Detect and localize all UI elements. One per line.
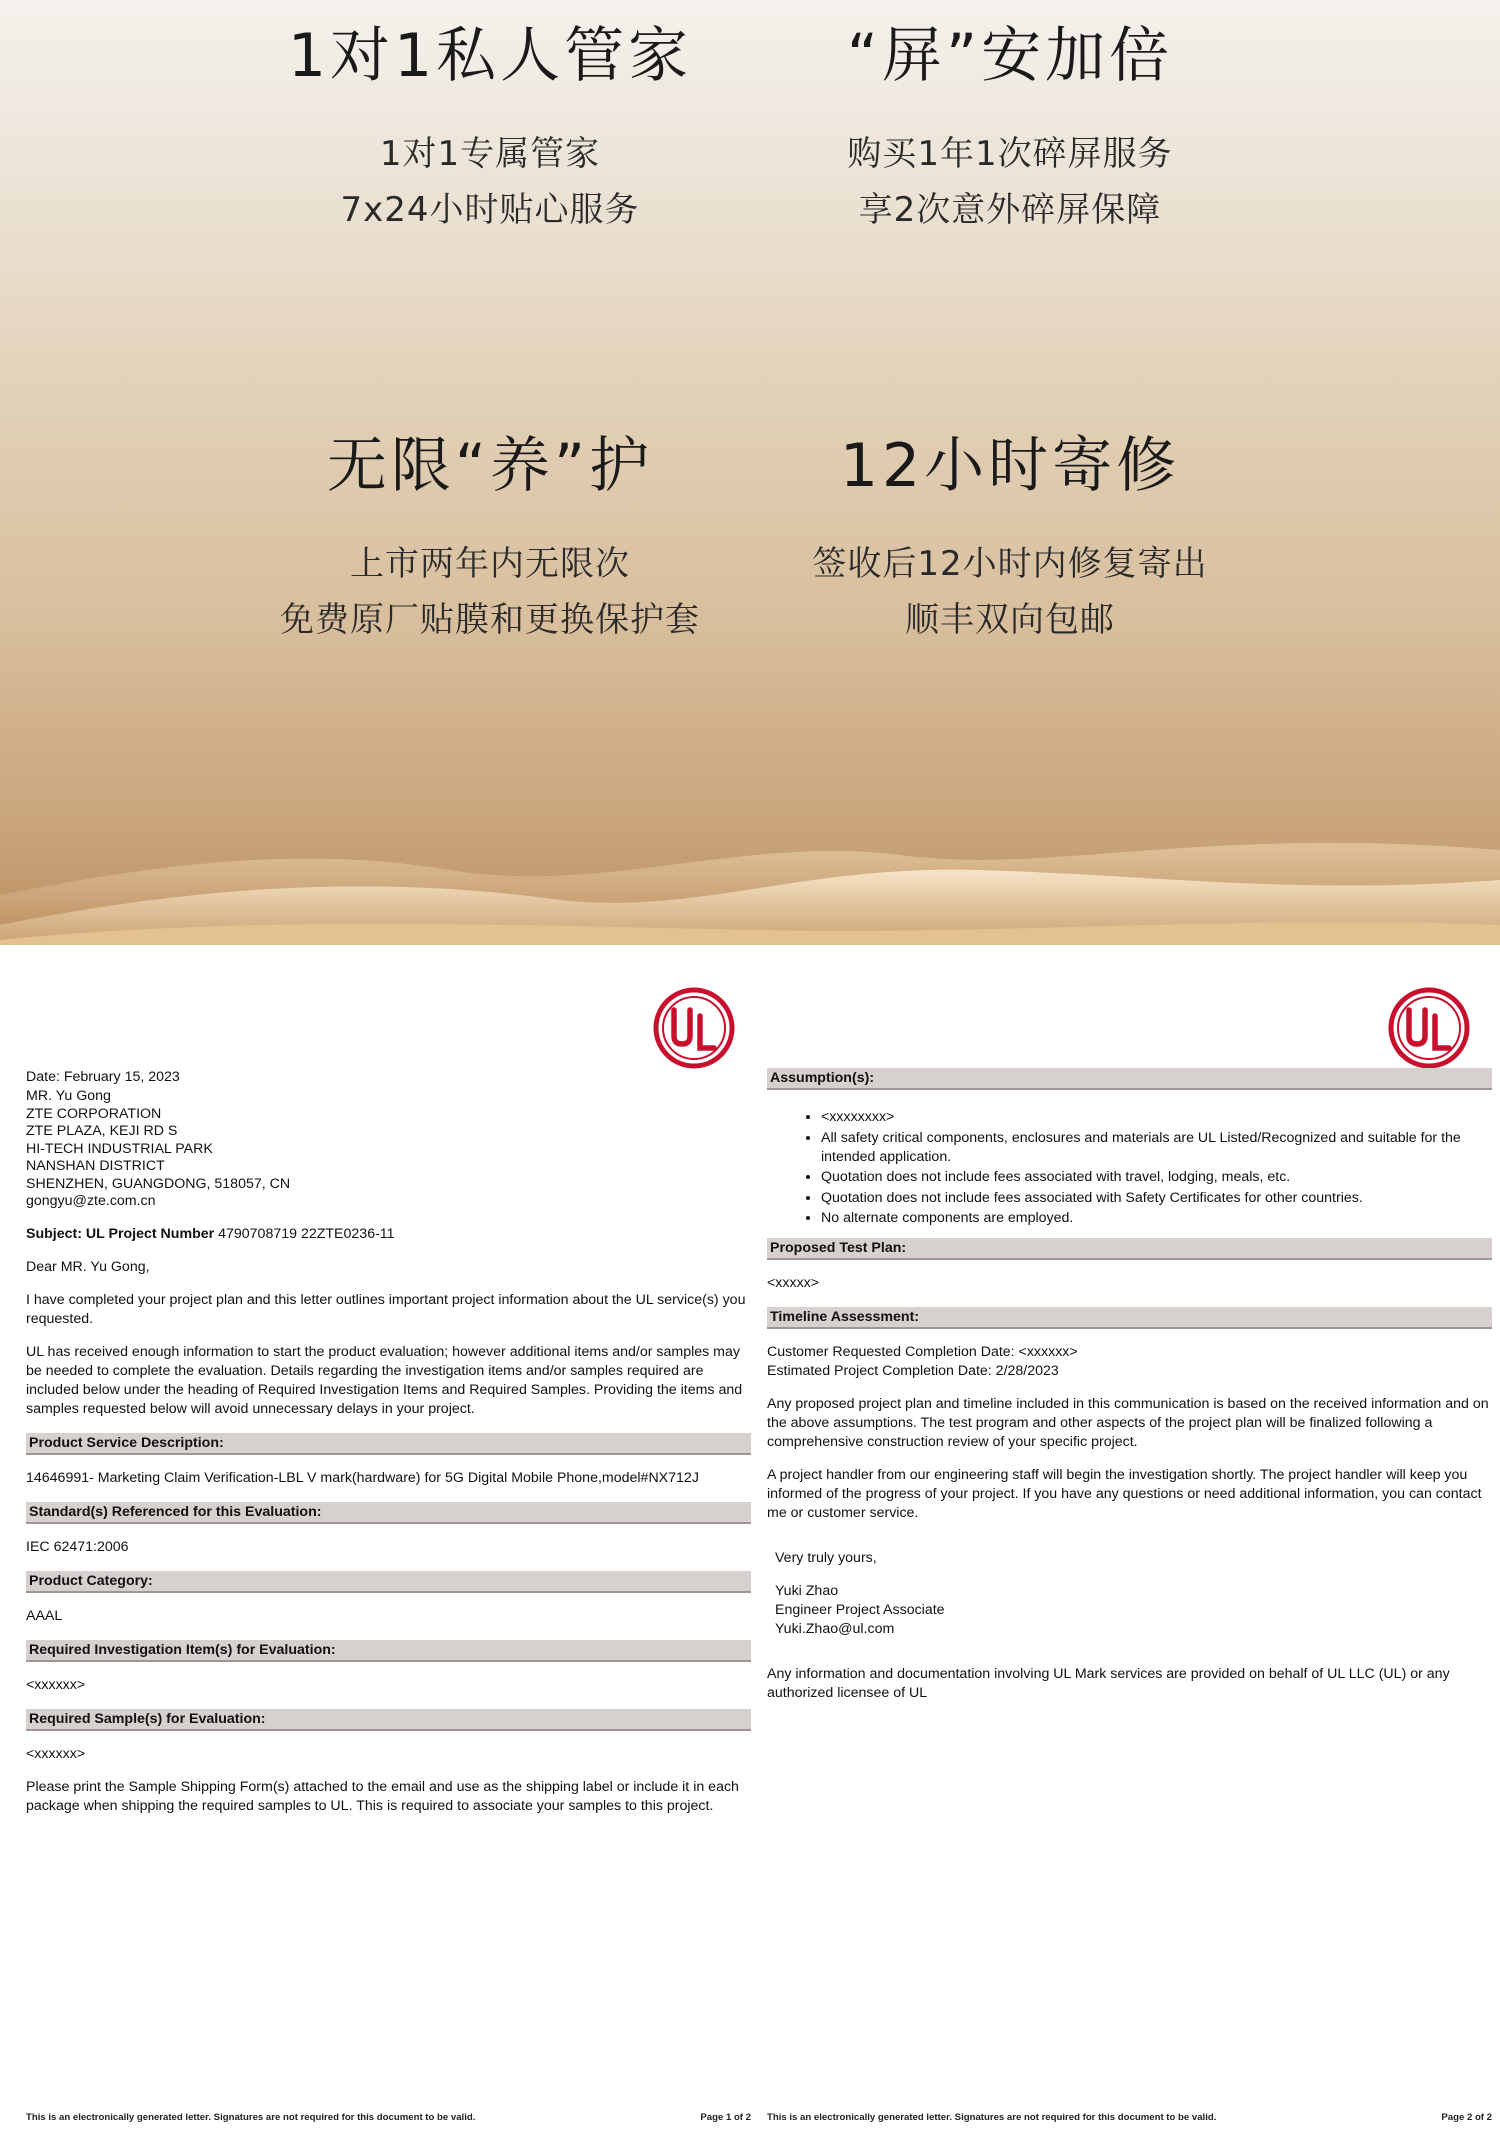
ul-logo — [652, 986, 736, 1070]
sand-dunes-image — [0, 775, 1500, 945]
list-item: • <xxxxxxxx> — [821, 1108, 1492, 1127]
page-number: Page 2 of 2 — [1441, 2112, 1492, 2123]
address-line: gongyu@zte.com.cn — [26, 1193, 156, 1209]
investigation-items-text: <xxxxxx> — [26, 1676, 86, 1693]
shipping-instructions: Please print the Sample Shipping Form(s) attached to the email and use as the shipping label or include it in each package when shipping the required samples to UL. This is required to associate your samples to this project. — [26, 1778, 739, 1814]
feature-line: 签收后12小时内修复寄出 — [812, 544, 1208, 584]
feature-screen-protection — [730, 20, 1290, 238]
standards-text: IEC 62471:2006 — [26, 1538, 129, 1555]
feature-personal-butler — [210, 20, 770, 238]
feature-title: 无限“养”护 — [326, 431, 654, 501]
footer-disclaimer: This is an electronically generated letter. Signatures are not required for this document to be valid. — [26, 2112, 476, 2123]
feature-line: 1对1专属管家 — [379, 134, 601, 174]
signer-email: Yuki.Zhao@ul.com — [775, 1621, 895, 1637]
subject-value: 4790708719 22ZTE0236-11 — [214, 1225, 395, 1242]
evaluation-paragraph: UL has received enough information to start the product evaluation; however additional items and/or samples may be needed to complete the evaluation. Details regarding the investigation items and/or samples required are included below under the heading of Required Investigation Items and Required Samples. Providing the items and samples requested below will avoid unnecessary delays in your project. — [26, 1343, 743, 1417]
estimated-completion-date: Estimated Project Completion Date: 2/28/2023 — [767, 1363, 1059, 1379]
section-header-product-service: Product Service Description: — [26, 1433, 751, 1455]
recipient-address — [26, 1088, 751, 1211]
section-header-test-plan: Proposed Test Plan: — [767, 1238, 1492, 1260]
section-header-assumptions: Assumption(s): — [767, 1068, 1492, 1090]
letter-page-2 — [757, 962, 1500, 2145]
feature-line: 顺丰双向包邮 — [905, 600, 1115, 640]
samples-text: <xxxxxx> — [26, 1745, 86, 1762]
feature-line: 享2次意外碎屏保障 — [858, 190, 1162, 230]
list-item: • No alternate components are employed. — [821, 1209, 1492, 1228]
category-text: AAAL — [26, 1607, 63, 1624]
feature-line: 7x24小时贴心服务 — [340, 190, 640, 230]
section-header-samples: Required Sample(s) for Evaluation: — [26, 1709, 751, 1731]
timeline-dates — [767, 1343, 1492, 1381]
intro-paragraph: I have completed your project plan and this letter outlines important project information about the UL service(s) you requested. — [26, 1291, 746, 1327]
footer-disclaimer: This is an electronically generated letter. Signatures are not required for this document to be valid. — [767, 2112, 1217, 2123]
subject-line — [26, 1225, 751, 1244]
signer-title: Engineer Project Associate — [775, 1602, 945, 1618]
letter-date: Date: February 15, 2023 — [26, 1069, 180, 1085]
feature-line: 上市两年内无限次 — [350, 544, 630, 584]
feature-title: “屏”安加倍 — [846, 21, 1174, 91]
list-item: • All safety critical components, enclosures and materials are UL Listed/Recognized and suitable for the intended application. — [821, 1129, 1492, 1167]
address-line: ZTE PLAZA, KEJI RD S — [26, 1123, 178, 1139]
salutation: Dear MR. Yu Gong, — [26, 1258, 150, 1275]
feature-line: 购买1年1次碎屏服务 — [847, 134, 1173, 174]
ul-logo — [1387, 986, 1471, 1070]
address-line: ZTE CORPORATION — [26, 1105, 162, 1122]
assumptions-list — [767, 1108, 1492, 1228]
signature-block — [767, 1549, 1492, 1639]
plan-paragraph: Any proposed project plan and timeline included in this communication is based on the received information and on the above assumptions. The test program and other aspects of the project plan will be finalized following a comprehensive construction review of your specific project. — [767, 1396, 1489, 1450]
promo-banner — [0, 0, 1500, 945]
feature-title: 12小时寄修 — [839, 431, 1181, 501]
feature-line: 免费原厂贴膜和更换保护套 — [280, 600, 700, 640]
requested-completion-date: Customer Requested Completion Date: <xxxxxx> — [767, 1344, 1078, 1360]
letter-page-1 — [16, 962, 761, 2145]
feature-title: 1对1私人管家 — [287, 21, 693, 91]
handler-paragraph: A project handler from our engineering staff will begin the investigation shortly. The project handler will keep you informed of the progress of your project. If you have any questions or need additional information, you can contact me or customer service. — [767, 1467, 1482, 1521]
feature-12h-repair — [730, 430, 1290, 648]
list-item: • Quotation does not include fees associated with travel, lodging, meals, etc. — [821, 1168, 1492, 1187]
address-line: NANSHAN DISTRICT — [26, 1158, 165, 1174]
signer-name: Yuki Zhao — [775, 1583, 839, 1599]
address-line: HI-TECH INDUSTRIAL PARK — [26, 1140, 213, 1157]
page-footer — [26, 2108, 751, 2127]
address-line: MR. Yu Gong — [26, 1088, 111, 1104]
address-line: SHENZHEN, GUANGDONG, 518057, CN — [26, 1175, 291, 1192]
page-footer — [767, 2108, 1492, 2127]
section-header-timeline: Timeline Assessment: — [767, 1307, 1492, 1329]
feature-unlimited-care — [210, 430, 770, 648]
valediction: Very truly yours, — [775, 1550, 877, 1566]
product-service-text: 14646991- Marketing Claim Verification-LBL V mark(hardware) for 5G Digital Mobile Phone,model#NX712J — [26, 1469, 699, 1486]
subject-label: Subject: UL Project Number — [26, 1225, 215, 1242]
test-plan-text: <xxxxx> — [767, 1275, 820, 1291]
section-header-standards: Standard(s) Referenced for this Evaluation: — [26, 1502, 751, 1524]
ul-mark-disclaimer: Any information and documentation involving UL Mark services are provided on behalf of UL LLC (UL) or any authorized licensee of UL — [767, 1666, 1450, 1701]
section-header-category: Product Category: — [26, 1571, 751, 1593]
page-number: Page 1 of 2 — [700, 2112, 751, 2123]
list-item: • Quotation does not include fees associated with Safety Certificates for other countries. — [821, 1189, 1492, 1208]
section-header-investigation-items: Required Investigation Item(s) for Evaluation: — [26, 1640, 751, 1662]
